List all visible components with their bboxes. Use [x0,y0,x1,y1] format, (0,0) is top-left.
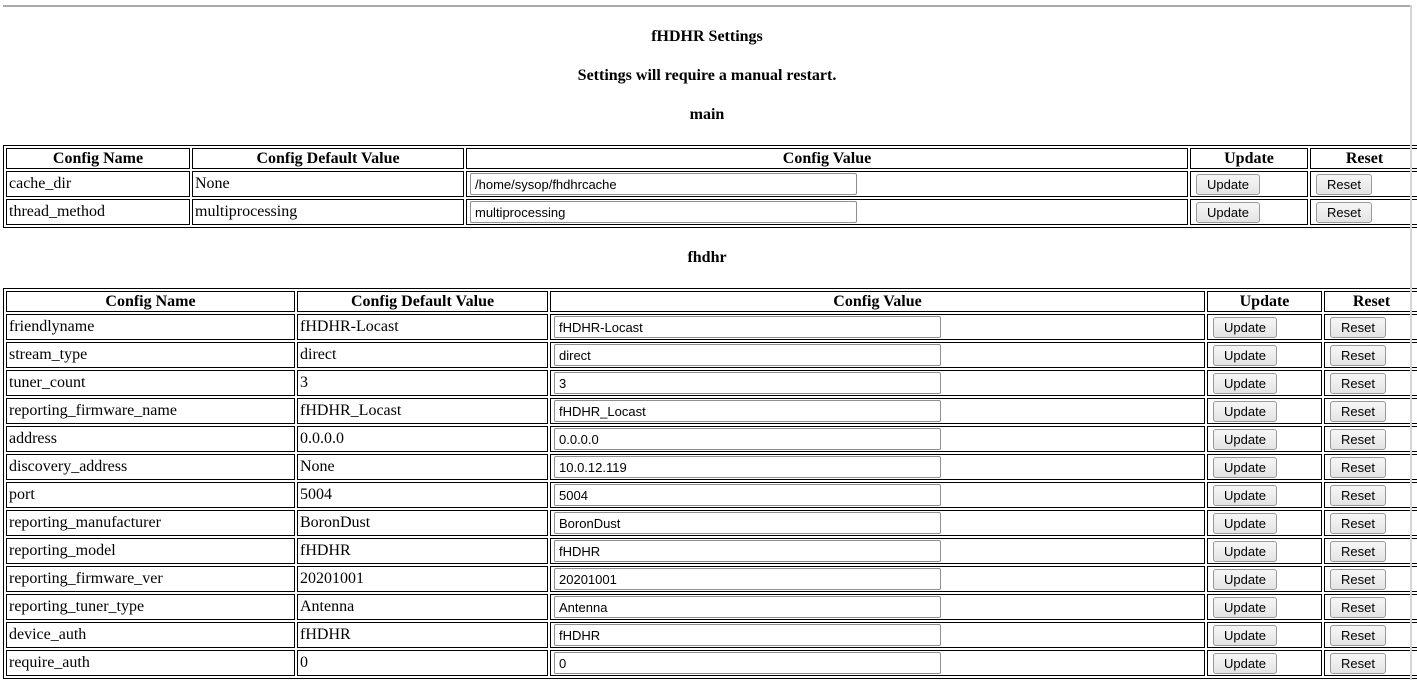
update-cell [1207,650,1322,676]
config-value-cell [550,398,1205,424]
column-header-update: Update [1190,148,1308,169]
update-cell [1207,398,1322,424]
config-value-cell [550,370,1205,396]
update-button[interactable]: Update [1213,317,1277,338]
scrollbar-track[interactable] [1410,5,1412,680]
config-default-cell: multiprocessing [192,199,464,225]
update-button[interactable]: Update [1213,485,1277,506]
restart-notice: Settings will require a manual restart. [577,67,837,84]
config-value-cell [550,314,1205,340]
reset-button[interactable]: Reset [1330,317,1386,338]
reset-button[interactable]: Reset [1316,174,1372,195]
reset-button[interactable]: Reset [1316,202,1372,223]
section-heading-main: main [689,106,725,123]
column-header-config-value: Config Value [466,148,1188,169]
reset-cell [1324,566,1417,592]
config-default-cell: None [297,454,548,480]
config-default-cell: 20201001 [297,566,548,592]
update-cell [1207,454,1322,480]
config-row [6,650,1417,676]
update-button[interactable]: Update [1213,653,1277,674]
config-default-cell: fHDHR_Locast [297,398,548,424]
config-value-cell [550,454,1205,480]
reset-cell [1324,370,1417,396]
page-title: fHDHR Settings [651,28,763,45]
config-value-input[interactable] [470,173,857,195]
config-default-cell: Antenna [297,594,548,620]
update-cell [1207,482,1322,508]
config-table-main [3,145,1417,228]
config-row [6,342,1417,368]
table-header-row [6,291,1417,312]
update-button[interactable]: Update [1213,401,1277,422]
reset-cell [1310,171,1417,197]
section-heading-fhdhr: fhdhr [687,249,727,266]
config-value-input[interactable] [554,428,941,450]
config-default-cell: 3 [297,370,548,396]
config-value-input[interactable] [554,456,941,478]
config-row [6,454,1417,480]
config-default-cell: 0 [297,650,548,676]
config-name-cell: address [6,426,295,452]
update-cell [1207,538,1322,564]
update-cell [1207,314,1322,340]
table-header-row [6,148,1417,169]
update-button[interactable]: Update [1196,202,1260,223]
config-value-input[interactable] [554,540,941,562]
config-value-cell [550,538,1205,564]
update-button[interactable]: Update [1196,174,1260,195]
config-row [6,566,1417,592]
config-row [6,171,1417,197]
config-value-input[interactable] [554,568,941,590]
config-name-cell: port [6,482,295,508]
config-row [6,314,1417,340]
config-value-input[interactable] [554,512,941,534]
config-name-cell: reporting_firmware_ver [6,566,295,592]
reset-cell [1324,426,1417,452]
config-value-input[interactable] [554,596,941,618]
config-row [6,199,1417,225]
update-cell [1207,342,1322,368]
config-name-cell: stream_type [6,342,295,368]
config-row [6,370,1417,396]
update-cell [1190,171,1308,197]
config-value-cell [550,510,1205,536]
reset-button[interactable]: Reset [1330,513,1386,534]
reset-cell [1324,510,1417,536]
config-row [6,510,1417,536]
reset-button[interactable]: Reset [1330,653,1386,674]
reset-button[interactable]: Reset [1330,373,1386,394]
reset-button[interactable]: Reset [1330,401,1386,422]
config-default-cell: fHDHR-Locast [297,314,548,340]
reset-cell [1310,199,1417,225]
config-name-cell: device_auth [6,622,295,648]
reset-button[interactable]: Reset [1330,569,1386,590]
reset-cell [1324,594,1417,620]
config-value-cell [550,650,1205,676]
update-cell [1190,199,1308,225]
column-header-config-value: Config Value [550,291,1205,312]
update-button[interactable]: Update [1213,541,1277,562]
config-value-cell [466,171,1188,197]
reset-cell [1324,398,1417,424]
update-button[interactable]: Update [1213,625,1277,646]
reset-button[interactable]: Reset [1330,541,1386,562]
reset-cell [1324,650,1417,676]
reset-button[interactable]: Reset [1330,485,1386,506]
config-value-cell [550,482,1205,508]
column-header-config-name: Config Name [6,291,295,312]
config-default-cell: None [192,171,464,197]
config-value-input[interactable] [554,484,941,506]
update-cell [1207,566,1322,592]
config-name-cell: require_auth [6,650,295,676]
config-value-cell [550,342,1205,368]
config-value-cell [550,622,1205,648]
reset-cell [1324,622,1417,648]
config-name-cell: reporting_model [6,538,295,564]
config-row [6,622,1417,648]
config-name-cell: reporting_tuner_type [6,594,295,620]
update-button[interactable]: Update [1213,345,1277,366]
top-divider [3,5,1410,7]
config-name-cell: thread_method [6,199,190,225]
update-cell [1207,426,1322,452]
reset-button[interactable]: Reset [1330,457,1386,478]
reset-cell [1324,538,1417,564]
update-button[interactable]: Update [1213,429,1277,450]
update-button[interactable]: Update [1213,569,1277,590]
config-table-fhdhr [3,288,1417,679]
column-header-config-default: Config Default Value [192,148,464,169]
config-value-cell [550,426,1205,452]
config-name-cell: reporting_firmware_name [6,398,295,424]
reset-cell [1324,314,1417,340]
config-name-cell: cache_dir [6,171,190,197]
config-row [6,398,1417,424]
config-value-input[interactable] [554,344,941,366]
config-name-cell: tuner_count [6,370,295,396]
config-row [6,426,1417,452]
update-button[interactable]: Update [1213,513,1277,534]
column-header-config-default: Config Default Value [297,291,548,312]
reset-cell [1324,342,1417,368]
update-button[interactable]: Update [1213,597,1277,618]
config-value-cell [550,566,1205,592]
config-row [6,538,1417,564]
config-name-cell: friendlyname [6,314,295,340]
reset-cell [1324,454,1417,480]
config-name-cell: discovery_address [6,454,295,480]
config-value-input[interactable] [554,652,941,674]
update-cell [1207,594,1322,620]
config-value-cell [466,199,1188,225]
config-row [6,482,1417,508]
config-value-cell [550,594,1205,620]
column-header-reset: Reset [1324,291,1417,312]
config-default-cell: fHDHR [297,622,548,648]
column-header-update: Update [1207,291,1322,312]
update-cell [1207,622,1322,648]
reset-button[interactable]: Reset [1330,597,1386,618]
config-value-input[interactable] [554,400,941,422]
config-default-cell: direct [297,342,548,368]
reset-cell [1324,482,1417,508]
reset-button[interactable]: Reset [1330,625,1386,646]
config-default-cell: 0.0.0.0 [297,426,548,452]
config-row [6,594,1417,620]
update-cell [1207,510,1322,536]
update-button[interactable]: Update [1213,373,1277,394]
column-header-reset: Reset [1310,148,1417,169]
reset-button[interactable]: Reset [1330,429,1386,450]
reset-button[interactable]: Reset [1330,345,1386,366]
config-default-cell: fHDHR [297,538,548,564]
config-name-cell: reporting_manufacturer [6,510,295,536]
config-value-input[interactable] [470,201,857,223]
config-value-input[interactable] [554,624,941,646]
config-value-input[interactable] [554,372,941,394]
update-button[interactable]: Update [1213,457,1277,478]
update-cell [1207,370,1322,396]
config-value-input[interactable] [554,316,941,338]
config-default-cell: 5004 [297,482,548,508]
column-header-config-name: Config Name [6,148,190,169]
config-default-cell: BoronDust [297,510,548,536]
